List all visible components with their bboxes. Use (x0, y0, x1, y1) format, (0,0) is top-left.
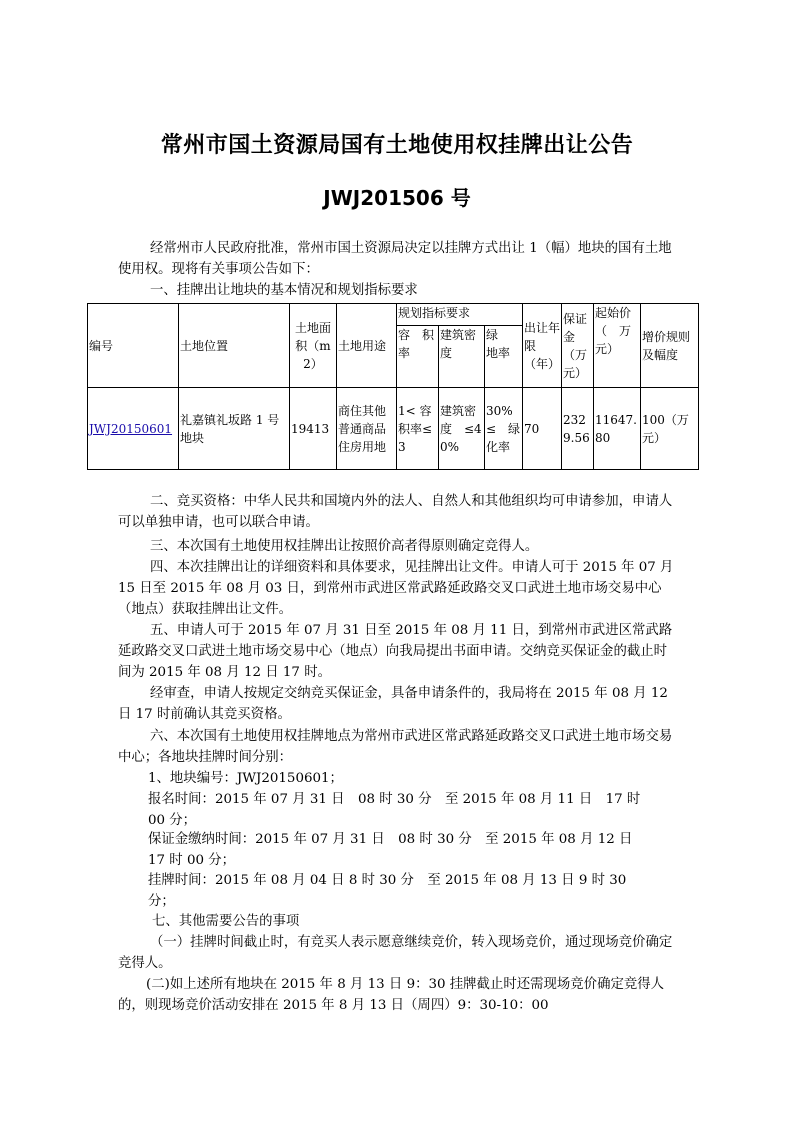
cell-density: 建筑密度 ≤40% (439, 388, 485, 470)
paragraph-2: 二、竞买资格：中华人民共和国境内外的法人、自然人和其他组织均可申请参加，申请人可以单独申请，也可以联合申请。 (118, 494, 673, 530)
header-increment: 增价规则及幅度 (641, 304, 699, 388)
notice-number: JWJ201506 号 (323, 186, 471, 210)
paragraph-7-1: （一）挂牌时间截止时，有竞买人表示愿意继续竞价，转入现场竞价，通过现场竞价确定竞得人。 (118, 935, 673, 971)
section-1-heading: 一、挂牌出让地块的基本情况和规划指标要求 (150, 283, 418, 298)
paragraph-4: 四、本次挂牌出让的详细资料和具体要求，见挂牌出让文件。申请人可于 2015 年 07 月 15 日至 2015 年 08 月 03 日，到常州市武进区常武路延政路交叉口武进土地市场交易中心（地点）获取挂牌出让文件。 (118, 560, 674, 617)
notice-title: 常州市国土资源局国有土地使用权挂牌出让公告 (160, 133, 634, 158)
cell-location: 礼嘉镇礼坂路 1 号地块 (179, 388, 290, 470)
header-deposit: 保证金（万元） (562, 304, 594, 388)
parcel-id-link[interactable]: JWJ20150601 (89, 421, 173, 436)
paragraph-5: 五、申请人可于 2015 年 07 月 31 日至 2015 年 08 月 11 日，到常州市武进区常武路延政路交叉口武进土地市场交易中心（地点）向我局提出书面申请。交纳竞买保证金的截止时间为 2015 年 08 月 12 日 17 时。 (118, 623, 673, 680)
intro-paragraph: 经常州市人民政府批准，常州市国土资源局决定以挂牌方式出让 1（幅）地块的国有土地使用权。现将有关事项公告如下： (118, 241, 672, 277)
header-green: 绿 地率 (485, 326, 523, 388)
paragraph-7-2: (二)如上述所有地块在 2015 年 8 月 13 日 9：30 挂牌截止时还需现场竞价确定竞得人的，则现场竞价活动安排在 2015 年 8 月 13 日（周四）9：30-10：00 (118, 977, 665, 1013)
registration-time: 报名时间：2015 年 07 月 31 日 08 时 30 分 至 2015 年 08 月 11 日 17 时 00 分； (148, 792, 641, 828)
paragraph-5b: 经审查，申请人按规定交纳竞买保证金，具备申请条件的，我局将在 2015 年 08 月 12 日 17 时前确认其竞买资格。 (118, 686, 668, 722)
paragraph-6: 六、本次国有土地使用权挂牌地点为常州市武进区常武路延政路交叉口武进土地市场交易中心；各地块挂牌时间分别： (118, 729, 673, 765)
cell-use: 商住其他普通商品住房用地 (337, 388, 397, 470)
cell-far: 1< 容积率≤3 (397, 388, 439, 470)
cell-increment: 100（万元） (641, 388, 699, 470)
parcel-number-line: 1、地块编号：JWJ20150601； (148, 771, 343, 786)
header-id: 编号 (88, 304, 179, 388)
table-row (88, 388, 699, 470)
header-use: 土地用途 (337, 304, 397, 388)
cell-area: 19413 (290, 388, 337, 470)
header-start-price: 起始价（ 万元） (594, 304, 641, 388)
cell-start-price: 11647.80 (594, 388, 641, 470)
header-area: 土地面积（m2） (290, 304, 337, 388)
header-far: 容 积率 (397, 326, 439, 388)
cell-deposit: 2329.56 (562, 388, 594, 470)
listing-time: 挂牌时间：2015 年 08 月 04 日 8 时 30 分 至 2015 年 08 月 13 日 9 时 30 分； (148, 873, 627, 909)
cell-green: 30%≤ 绿化率 (485, 388, 523, 470)
header-planning: 规划指标要求 (397, 304, 523, 326)
section-7-heading: 七、其他需要公告的事项 (152, 914, 300, 929)
header-density: 建筑密度 (439, 326, 485, 388)
deposit-time: 保证金缴纳时间：2015 年 07 月 31 日 08 时 30 分 至 2015 年 08 月 12 日 17 时 00 分； (148, 832, 646, 868)
header-term: 出让年限（年） (523, 304, 562, 388)
paragraph-3: 三、本次国有土地使用权挂牌出让按照价高者得原则确定竞得人。 (150, 539, 539, 554)
cell-term: 70 (523, 388, 562, 470)
land-parcel-table (87, 303, 699, 470)
header-location: 土地位置 (179, 304, 290, 388)
